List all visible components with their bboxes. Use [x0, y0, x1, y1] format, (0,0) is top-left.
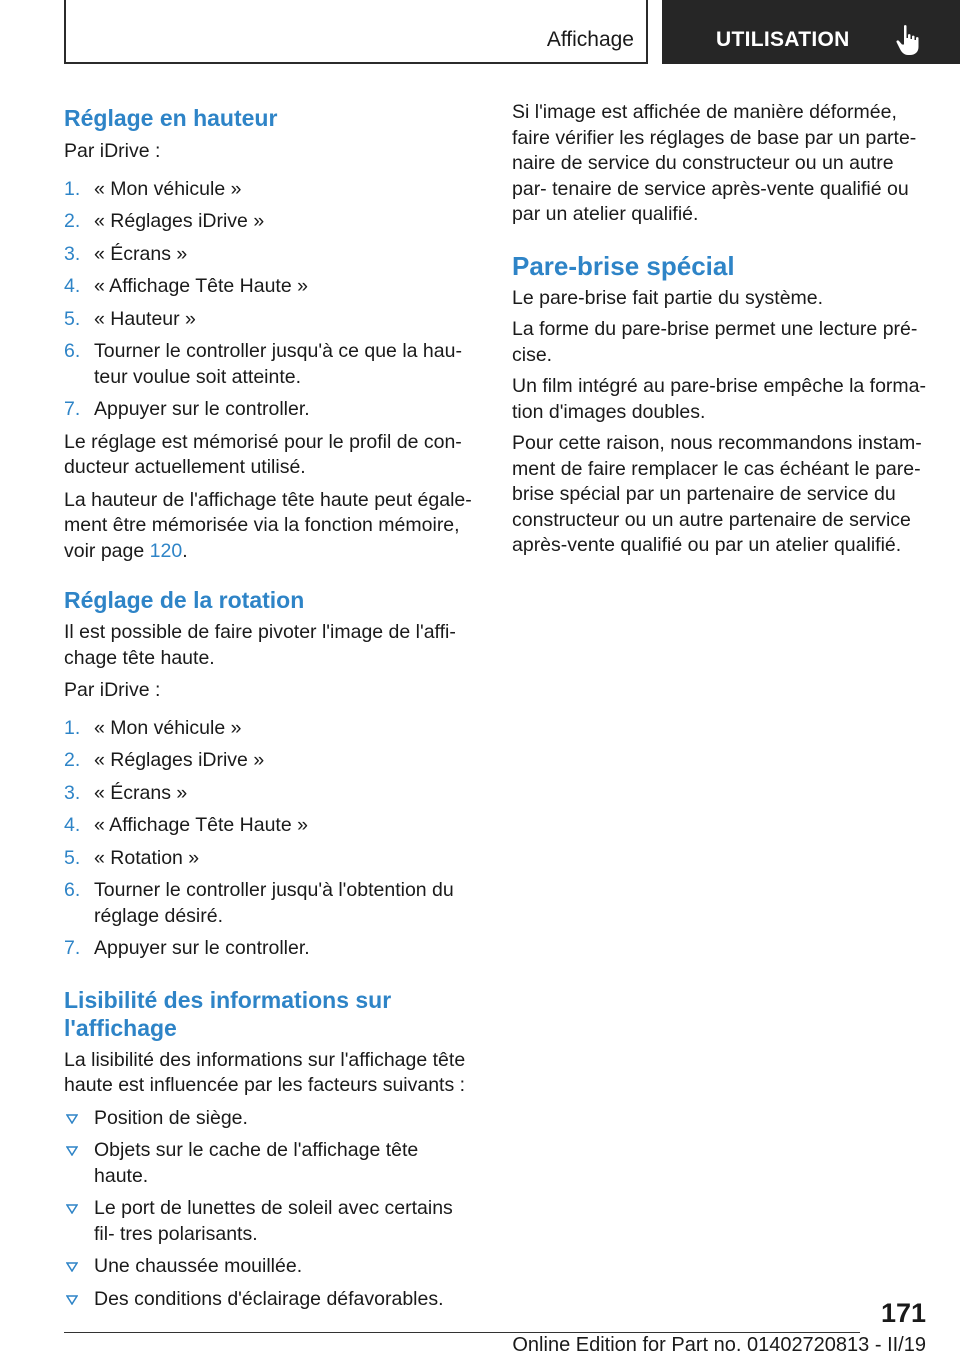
step-text: « Réglages iDrive » — [94, 210, 265, 232]
list-item — [64, 1138, 474, 1189]
list-item — [64, 209, 474, 235]
step-number: 1. — [64, 716, 81, 739]
triangle-bullet-icon — [66, 1146, 78, 1156]
step-text: « Réglages iDrive » — [94, 749, 265, 771]
list-item — [64, 1287, 474, 1313]
section-special-windshield — [512, 250, 927, 559]
list-item — [64, 878, 474, 929]
section-title-readability: Lisibilité des informations sur l'affichage — [64, 986, 392, 1041]
list-item — [64, 748, 474, 774]
list-item — [64, 716, 474, 742]
section-height-adjust — [64, 104, 474, 564]
step-number: 2. — [64, 749, 81, 771]
bullet-text: Objets sur le cache de l'affichage tête haute. — [94, 1139, 419, 1187]
step-text: « Mon véhicule » — [94, 177, 242, 200]
list-item — [64, 781, 474, 807]
left-column — [64, 100, 474, 1312]
step-text: « Rotation » — [94, 846, 200, 869]
section-rotation-adjust — [64, 586, 474, 962]
list-item — [64, 307, 474, 333]
step-text: « Hauteur » — [94, 307, 196, 330]
list-item — [64, 397, 474, 423]
bullet-text: Position de siège. — [94, 1106, 248, 1129]
hand-pointer-icon — [894, 24, 924, 56]
step-text: Appuyer sur le controller. — [94, 937, 310, 959]
step-text: Tourner le controller jusqu'à ce que la hau‐ teur voulue soit atteinte. — [94, 340, 462, 388]
section-title-height: Réglage en hauteur — [64, 105, 278, 131]
step-number: 5. — [64, 307, 81, 330]
paragraph-windshield-4: Pour cette raison, nous recommandons instam‐ ment de faire remplacer le cas échéant le pare‐ brise spécial par un partenaire de service du constructeur ou un autre partenaire de service après-vente qualifié ou par un atelier qualifié. — [512, 432, 922, 556]
list-item — [64, 1106, 474, 1132]
list-item — [64, 1254, 474, 1280]
bullet-text: Une chaussée mouillée. — [94, 1255, 303, 1277]
paragraph-memory-text: La hauteur de l'affichage tête haute peut égale‐ ment être mémorisée via la fonction mémoire, voir page — [64, 488, 472, 562]
section-readability — [64, 986, 474, 1313]
intro-idrive-1: Par iDrive : — [64, 140, 161, 162]
bullet-text: Des conditions d'éclairage défavorables. — [94, 1287, 444, 1310]
list-item — [64, 177, 474, 203]
triangle-bullet-icon — [66, 1204, 78, 1214]
paragraph-readability: La lisibilité des informations sur l'affichage tête haute est influencée par les facteurs suivants : — [64, 1048, 466, 1096]
paragraph-memorized: Le réglage est mémorisé pour le profil de con‐ ducteur actuellement utilisé. — [64, 430, 462, 478]
step-text: « Mon véhicule » — [94, 716, 242, 739]
step-number: 6. — [64, 879, 81, 901]
paragraph-windshield-3: Un film intégré au pare-brise empêche la forma‐ tion d'images doubles. — [512, 375, 927, 423]
paragraph-windshield-2: La forme du pare-brise permet une lecture pré‐ cise. — [512, 318, 918, 366]
paragraph-rotation: Il est possible de faire pivoter l'image de l'affi‐ chage tête haute. — [64, 621, 456, 669]
step-text: « Écrans » — [94, 242, 188, 265]
paragraph-memory-function — [64, 488, 474, 565]
footer-edition: Online Edition for Part no. 01402720813 - II/19 — [512, 1334, 926, 1356]
page-reference-link[interactable]: 120 — [149, 539, 183, 562]
header-chapter-tab — [662, 0, 960, 64]
header-section-title: Affichage — [546, 28, 634, 51]
paragraph-memory-end: . — [182, 539, 188, 562]
list-item — [64, 242, 474, 268]
page-number: 171 — [880, 1298, 926, 1328]
factors-list — [64, 1106, 474, 1313]
step-number: 7. — [64, 937, 81, 959]
triangle-bullet-icon — [66, 1114, 78, 1124]
steps-list-rotation — [64, 716, 474, 962]
triangle-bullet-icon — [66, 1295, 78, 1305]
step-text: Appuyer sur le controller. — [94, 398, 310, 420]
step-text: « Affichage Tête Haute » — [94, 814, 308, 836]
header-section-box — [64, 0, 648, 64]
step-text: « Affichage Tête Haute » — [94, 275, 308, 297]
list-item — [64, 813, 474, 839]
step-number: 3. — [64, 781, 81, 804]
list-item — [64, 936, 474, 962]
footer-divider — [64, 1332, 860, 1333]
step-number: 6. — [64, 340, 81, 362]
list-item — [64, 1196, 474, 1247]
bullet-text: Le port de lunettes de soleil avec certains fil‐ tres polarisants. — [94, 1197, 453, 1245]
paragraph-windshield-1: Le pare-brise fait partie du système. — [512, 286, 824, 309]
step-number: 5. — [64, 846, 81, 869]
list-item — [64, 274, 474, 300]
triangle-bullet-icon — [66, 1262, 78, 1272]
step-text: Tourner le controller jusqu'à l'obtention du réglage désiré. — [94, 879, 454, 927]
section-title-rotation: Réglage de la rotation — [64, 587, 305, 613]
step-number: 4. — [64, 275, 81, 297]
paragraph-distorted-image: Si l'image est affichée de manière déformée, faire vérifier les réglages de base par un parte‐ naire de service du constructeur ou un autre par‐ tenaire de service après-vente qualifié ou par un atelier qualifié. — [512, 101, 917, 225]
step-text: « Écrans » — [94, 781, 188, 804]
step-number: 3. — [64, 242, 81, 265]
steps-list-height — [64, 177, 474, 423]
section-title-windshield: Pare-brise spécial — [512, 250, 735, 281]
list-item — [64, 339, 474, 390]
step-number: 4. — [64, 814, 81, 836]
step-number: 1. — [64, 177, 81, 200]
intro-idrive-2: Par iDrive : — [64, 679, 161, 701]
header-chapter-label: UTILISATION — [716, 28, 850, 51]
step-number: 7. — [64, 398, 81, 420]
right-column — [512, 100, 927, 559]
step-number: 2. — [64, 210, 81, 232]
list-item — [64, 846, 474, 872]
